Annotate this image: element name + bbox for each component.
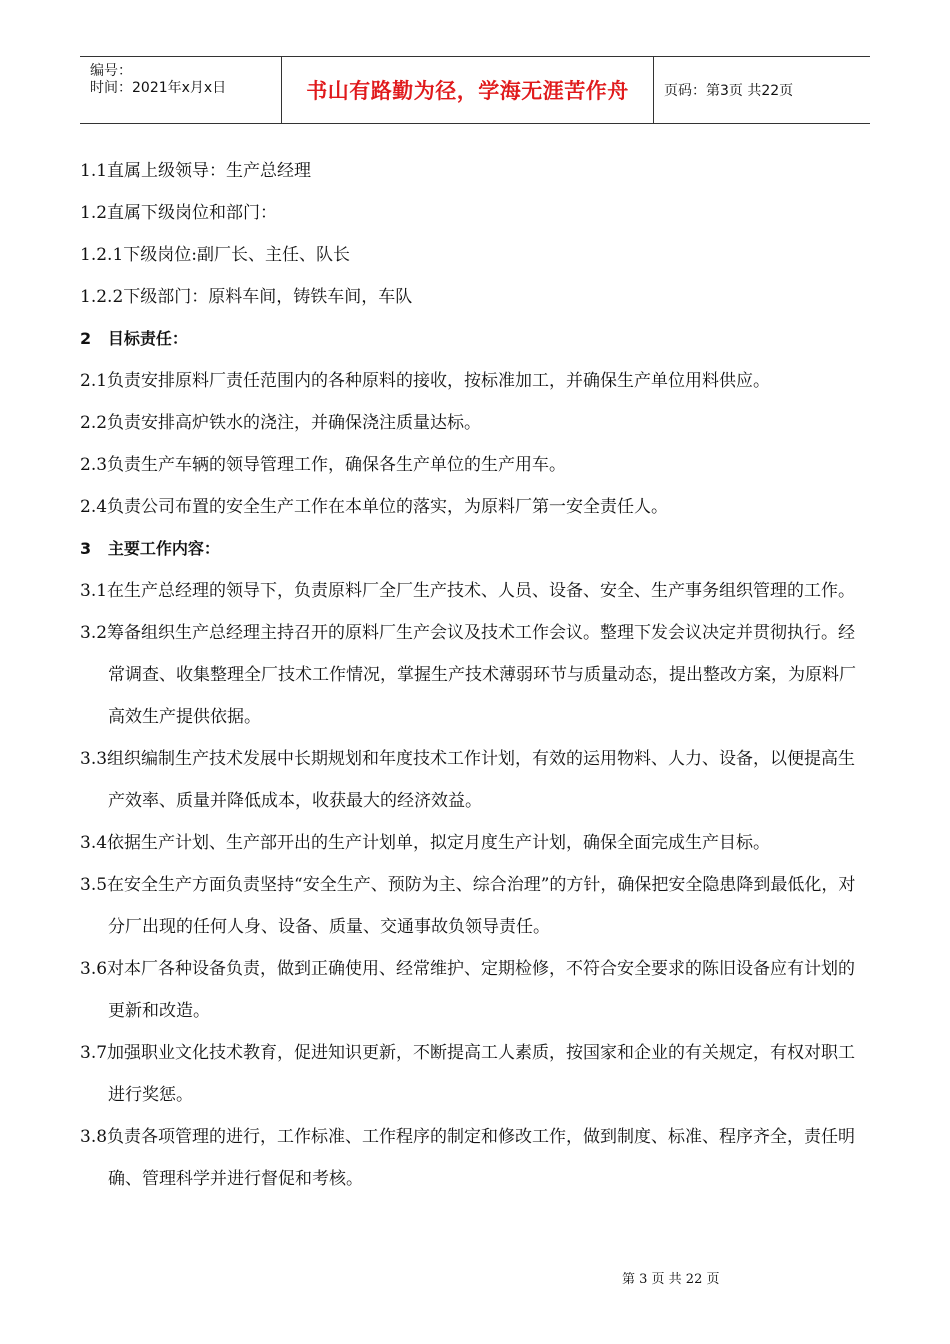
para-2-3: 2.3负责生产车辆的领导管理工作，确保各生产单位的生产用车。 [80, 455, 567, 475]
para-3-5: 3.5在安全生产方面负责坚持“安全生产、预防为主、综合治理”的方针，确保把安全隐患降到最低化，对分厂出现的任何人身、设备、质量、交通事故负领导责任。 [80, 875, 856, 937]
document-time-label: 时间：2021年x月x日 [90, 80, 227, 96]
para-3-3: 3.3组织编制生产技术发展中长期规划和年度技术工作计划，有效的运用物料、人力、设备，以便提高生产效率、质量并降低成本，收获最大的经济效益。 [80, 749, 856, 811]
para-2-1: 2.1负责安排原料厂责任范围内的各种原料的接收，按标准加工，并确保生产单位用料供应。 [80, 371, 771, 391]
para-1-2-2: 1.2.2下级部门：原料车间，铸铁车间，车队 [80, 287, 413, 307]
header-motto: 书山有路勤为径，学海无涯苦作舟 [282, 57, 654, 123]
para-1-2-1: 1.2.1下级岗位:副厂长、主任、队长 [80, 245, 350, 265]
para-3-6: 3.6对本厂各种设备负责，做到正确使用、经常维护、定期检修，不符合安全要求的陈旧设备应有计划的更新和改造。 [80, 959, 856, 1021]
document-body [80, 150, 872, 1200]
para-1-1: 1.1直属上级领导：生产总经理 [80, 161, 312, 181]
header-meta [80, 57, 282, 123]
para-1-2: 1.2直属下级岗位和部门： [80, 203, 278, 223]
section-2-heading: 2 目标责任： [80, 329, 188, 348]
para-3-4: 3.4依据生产计划、生产部开出的生产计划单，拟定月度生产计划，确保全面完成生产目标。 [80, 833, 771, 853]
para-2-4: 2.4负责公司布置的安全生产工作在本单位的落实，为原料厂第一安全责任人。 [80, 497, 669, 517]
page-header [80, 56, 870, 124]
para-3-8: 3.8负责各项管理的进行，工作标准、工作程序的制定和修改工作，做到制度、标准、程序齐全，责任明确、管理科学并进行督促和考核。 [80, 1127, 856, 1189]
para-2-2: 2.2负责安排高炉铁水的浇注，并确保浇注质量达标。 [80, 413, 482, 433]
document-number-label: 编号： [90, 63, 132, 79]
para-3-1: 3.1在生产总经理的领导下，负责原料厂全厂生产技术、人员、设备、安全、生产事务组织管理的工作。 [80, 581, 856, 601]
header-page-info: 页码：第3页 共22页 [664, 83, 794, 99]
page-footer: 第 3 页 共 22 页 [622, 1272, 720, 1287]
para-3-7: 3.7加强职业文化技术教育，促进知识更新，不断提高工人素质，按国家和企业的有关规定，有权对职工进行奖惩。 [80, 1043, 856, 1105]
para-3-2: 3.2筹备组织生产总经理主持召开的原料厂生产会议及技术工作会议。整理下发会议决定并贯彻执行。经常调查、收集整理全厂技术工作情况，掌握生产技术薄弱环节与质量动态，提出整改方案，为原料厂高效生产提供依据。 [80, 623, 856, 727]
section-3-heading: 3 主要工作内容： [80, 539, 220, 558]
